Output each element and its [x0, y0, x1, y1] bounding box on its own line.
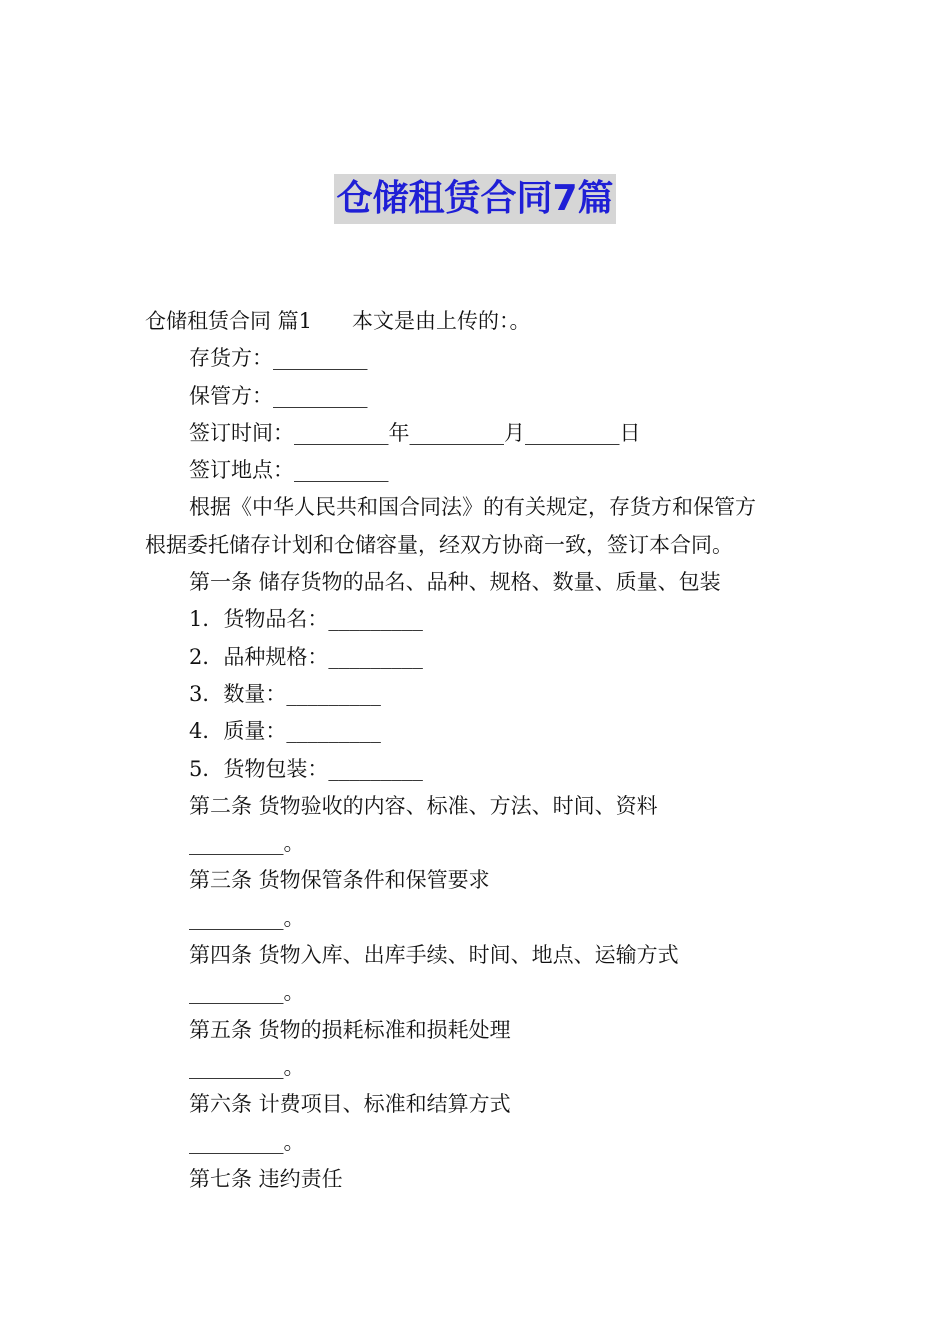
- document-title: 仓储租赁合同7篇: [334, 174, 615, 224]
- preamble-line-1: 根据《中华人民共和国合同法》的有关规定，存货方和保管方: [189, 495, 756, 520]
- article-4: 第四条 货物入库、出库手续、时间、地点、运输方式: [189, 943, 679, 968]
- article-7: 第七条 违约责任: [189, 1166, 343, 1191]
- document-title-wrap: [0, 174, 950, 224]
- custodian-line: 保管方：_________: [189, 383, 368, 408]
- item-2: 2．品种规格：_________: [189, 644, 423, 669]
- intro-heading: 仓储租赁合同 篇1: [145, 309, 313, 333]
- item-4: 4．质量：_________: [189, 719, 381, 744]
- blank-4: _________。: [189, 980, 305, 1005]
- signing-date-line: 签订时间：_________年_________月_________日: [189, 420, 641, 445]
- article-6: 第六条 计费项目、标准和结算方式: [189, 1092, 511, 1117]
- item-3: 3．数量：_________: [189, 681, 381, 706]
- document-body: [145, 303, 815, 1198]
- intro-note: 本文是由上传的：。: [352, 309, 531, 333]
- item-5: 5．货物包装：_________: [189, 756, 423, 781]
- blank-6: _________。: [189, 1129, 305, 1154]
- article-2: 第二条 货物验收的内容、标准、方法、时间、资料: [189, 793, 658, 818]
- article-5: 第五条 货物的损耗标准和损耗处理: [189, 1017, 511, 1042]
- blank-2: _________。: [189, 831, 305, 856]
- blank-3: _________。: [189, 905, 305, 930]
- depositor-line: 存货方：_________: [189, 346, 368, 371]
- intro-line: [145, 303, 815, 340]
- signing-place-line: 签订地点：_________: [189, 458, 389, 483]
- item-1: 1．货物品名：_________: [189, 607, 423, 632]
- blank-5: _________。: [189, 1054, 305, 1079]
- preamble-line-2: 根据委托储存计划和仓储容量，经双方协商一致，签订本合同。: [145, 532, 733, 557]
- article-1: 第一条 储存货物的品名、品种、规格、数量、质量、包装: [189, 570, 721, 595]
- article-3: 第三条 货物保管条件和保管要求: [189, 868, 490, 893]
